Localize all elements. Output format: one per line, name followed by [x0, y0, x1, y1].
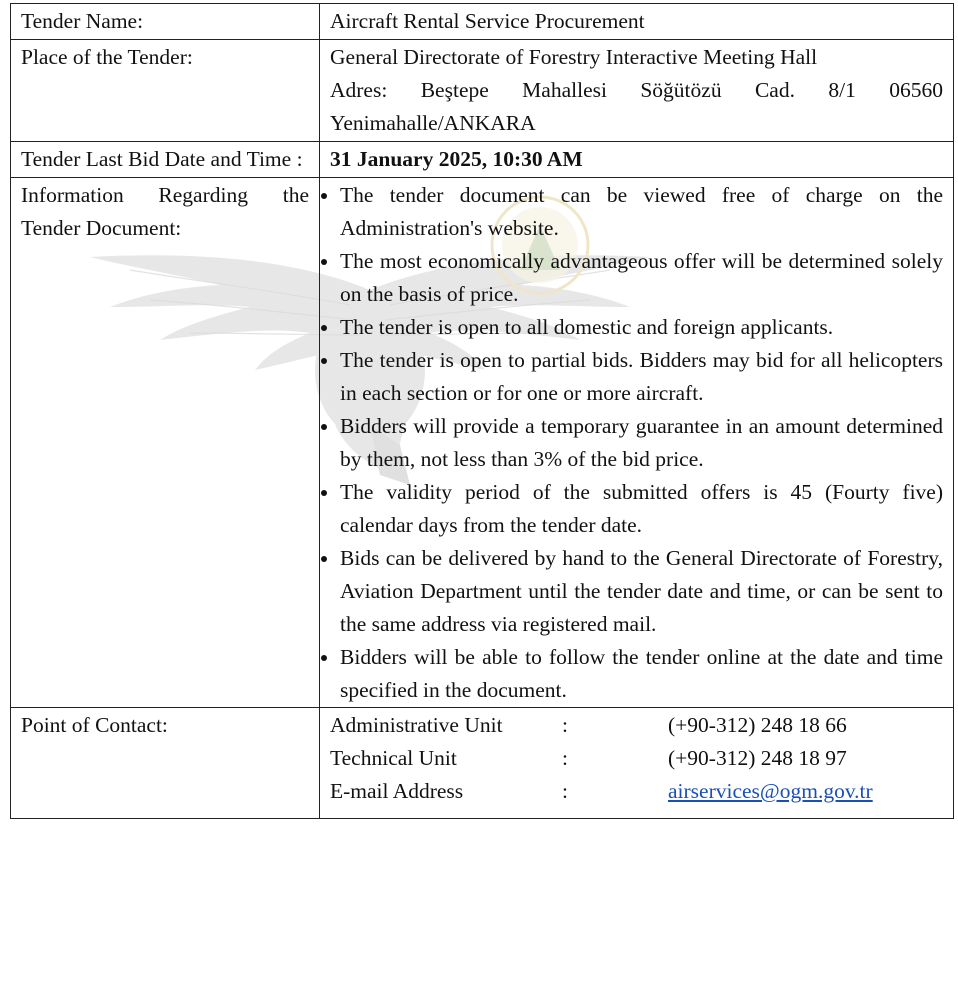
info-value [320, 178, 954, 708]
tech-unit-label: Technical Unit [330, 746, 457, 770]
contact-row-tech [330, 742, 873, 775]
tech-separator: : [562, 746, 568, 770]
place-address: Adres: Beştepe Mahallesi Söğütözü Cad. 8/1 06560 Yenimahalle/ANKARA [330, 78, 943, 135]
list-item: • Bidders will be able to follow the tender online at the date and time specified in the document. [340, 641, 943, 707]
info-list [265, 179, 943, 707]
row-bid-date [11, 142, 954, 178]
contact-row-email [330, 775, 873, 808]
contact-table [330, 709, 873, 808]
list-item: • The tender document can be viewed free of charge on the Administration's website. [340, 179, 943, 245]
place-venue: General Directorate of Forestry Interactive Meeting Hall [330, 45, 818, 69]
row-place [11, 40, 954, 142]
tender-name-label: Tender Name: [11, 4, 320, 40]
place-value [320, 40, 954, 142]
contact-row-admin [330, 709, 873, 742]
row-info [11, 178, 954, 708]
email-separator: : [562, 779, 568, 803]
place-label: Place of the Tender: [11, 40, 320, 142]
list-item: • Bids can be delivered by hand to the General Directorate of Forestry, Aviation Department until the tender date and time, or can be sent to the same address via registered mail. [340, 542, 943, 641]
list-item: • The most economically advantageous offer will be determined solely on the basis of price. [340, 245, 943, 311]
row-contact [11, 708, 954, 819]
list-item: • The tender is open to all domestic and foreign applicants. [340, 311, 943, 344]
contact-label: Point of Contact: [11, 708, 320, 819]
tech-unit-phone: (+90-312) 248 18 97 [668, 746, 847, 770]
email-link[interactable]: airservices@ogm.gov.tr [668, 779, 873, 803]
bid-date-label: Tender Last Bid Date and Time : [11, 142, 320, 178]
admin-unit-label: Administrative Unit [330, 713, 503, 737]
tender-name-value: Aircraft Rental Service Procurement [320, 4, 954, 40]
admin-unit-phone: (+90-312) 248 18 66 [668, 713, 847, 737]
list-item: • Bidders will provide a temporary guarantee in an amount determined by them, not less than 3% of the bid price. [340, 410, 943, 476]
list-item: • The tender is open to partial bids. Bidders may bid for all helicopters in each section or for one or more aircraft. [340, 344, 943, 410]
info-label: Information Regarding the Tender Document: [11, 178, 320, 708]
email-cell [668, 775, 873, 808]
tender-info-table [10, 3, 954, 819]
row-tender-name [11, 4, 954, 40]
contact-value [320, 708, 954, 819]
email-label: E-mail Address [330, 779, 464, 803]
bid-date-value: 31 January 2025, 10:30 AM [320, 142, 954, 178]
admin-separator: : [562, 713, 568, 737]
list-item: • The validity period of the submitted offers is 45 (Fourty five) calendar days from the tender date. [340, 476, 943, 542]
